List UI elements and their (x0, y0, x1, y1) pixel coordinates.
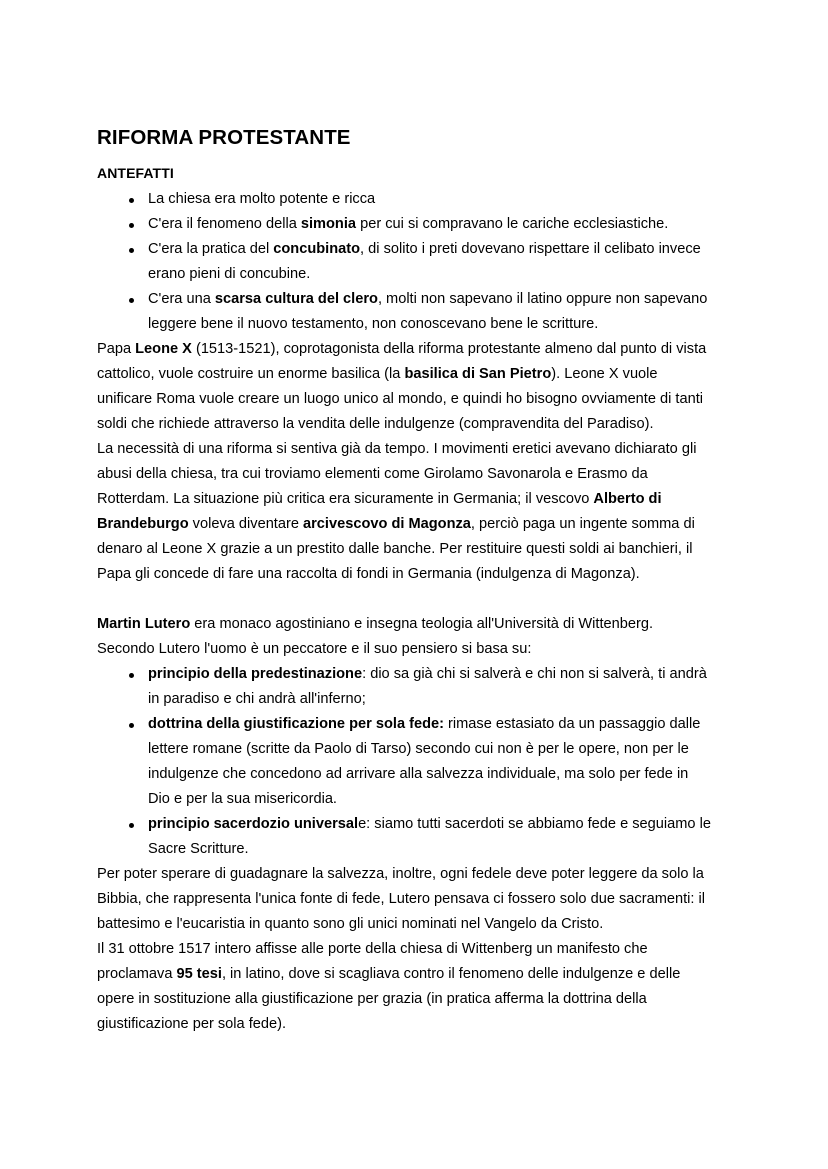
text-run-bold: Alberto di Brandeburgo (97, 491, 662, 532)
bullet-text-post: , molti non sapevano il latino oppure non sapevano leggere bene il nuovo testamento, non conoscevano bene le scritture. (148, 291, 708, 332)
text-run: Papa (97, 341, 136, 357)
bullet-text-post: , di solito i preti dovevano rispettare il celibato invece erano pieni di concubine. (148, 241, 701, 282)
text-run-bold: Leone X (135, 341, 192, 357)
bullet-text-bold: principio sacerdozio universal (148, 816, 359, 832)
bullet-text-bold: scarsa cultura del clero (214, 291, 378, 307)
bullet-text-bold: concubinato (273, 241, 361, 257)
list-item (97, 812, 712, 862)
text-run: Il 31 ottobre 1517 intero affisse alle porte della chiesa di Wittenberg un manifesto che proclamava (97, 941, 648, 982)
list-item (97, 712, 712, 812)
bullet-text-pre: C'era la pratica del (148, 241, 274, 257)
bullet-text-bold: dottrina della giustificazione per sola fede: (148, 716, 444, 732)
text-run-bold: basilica di San Pietro (404, 366, 552, 382)
paragraph-riforma (97, 437, 712, 587)
bullet-text-pre: C'era il fenomeno della (148, 216, 301, 232)
antefatti-bullet-list (97, 187, 712, 337)
list-item (97, 237, 712, 287)
text-run: , in latino, dove si scagliava contro il fenomeno delle indulgenze e delle opere in sostituzione alla giustificazione per grazia (in pratica afferma la dottrina della giustificazione per sola fede). (97, 966, 681, 1032)
list-item (97, 662, 712, 712)
lutero-bullet-list (97, 662, 712, 862)
paragraph-95-tesi (97, 937, 712, 1037)
paragraph-pensiero: Secondo Lutero l'uomo è un peccatore e il suo pensiero si basa su: (97, 641, 532, 657)
text-run-bold: Martin Lutero (97, 616, 191, 632)
bullet-text-bold: simonia (300, 216, 357, 232)
list-item (97, 212, 712, 237)
text-run-bold: 95 tesi (176, 966, 222, 982)
bullet-text-pre: C'era una (148, 291, 215, 307)
paragraph-salvezza: Per poter sperare di guadagnare la salvezza, inoltre, ogni fedele deve poter leggere da solo la Bibbia, che rappresenta l'unica fonte di fede, Lutero pensava ci fossero solo due sacramenti: il battesimo e l'eucaristia in quanto sono gli unici nominati nel Vangelo da Cristo. (97, 866, 705, 932)
paragraph-martin-lutero (97, 612, 712, 637)
bullet-text-post: per cui si compravano le cariche ecclesiastiche. (356, 216, 669, 232)
bullet-text-post: rimase estasiato da un passaggio dalle lettere romane (scritte da Paolo di Tarso) secondo cui non è per le opere, non per le indulgenze che concedono ad arrivare alla salvezza individuale, ma solo per fede in Dio e per la sua misericordia. (148, 716, 701, 807)
bullet-text-bold: principio della predestinazione (148, 666, 363, 682)
text-run: (1513-1521), coprotagonista della riforma protestante almeno dal punto di vista cattolico, vuole costruire un enorme basilica (la (97, 341, 707, 382)
text-run: La necessità di una riforma si sentiva già da tempo. I movimenti eretici avevano dichiarato gli abusi della chiesa, tra cui troviamo elementi come Girolamo Savonarola e Erasmo da Rotterdam. La situazione più critica era sicuramente in Germania; il vescovo (97, 441, 697, 507)
bullet-text-post: e: siamo tutti sacerdoti se abbiamo fede e seguiamo le Sacre Scritture. (148, 816, 711, 857)
list-item (97, 287, 712, 337)
bullet-text-post: : dio sa già chi si salverà e chi non si salverà, ti andrà in paradiso e chi andrà all'inferno; (148, 666, 707, 707)
text-run: , perciò paga un ingente somma di denaro al Leone X grazie a un prestito dalle banche. Per restituire questi soldi ai banchieri, il Papa gli concede di fare una raccolta di fondi in Germania (indulgenza di Magonza). (97, 516, 695, 582)
text-run-bold: arcivescovo di Magonza (303, 516, 471, 532)
text-run: voleva diventare (188, 516, 304, 532)
page-title: RIFORMA PROTESTANTE (97, 126, 351, 149)
section-heading-antefatti: ANTEFATTI (97, 165, 174, 181)
list-item (97, 187, 712, 212)
bullet-text-pre: La chiesa era molto potente e ricca (148, 191, 376, 207)
text-run: era monaco agostiniano e insegna teologia all'Università di Wittenberg. (190, 616, 654, 632)
paragraph-leone-x (97, 337, 712, 437)
text-run: ). Leone X vuole unificare Roma vuole creare un luogo unico al mondo, e quindi ho bisogno ovviamente di tanti soldi che richiede attraverso la vendita delle indulgenze (compravendita del Paradiso). (97, 366, 704, 432)
